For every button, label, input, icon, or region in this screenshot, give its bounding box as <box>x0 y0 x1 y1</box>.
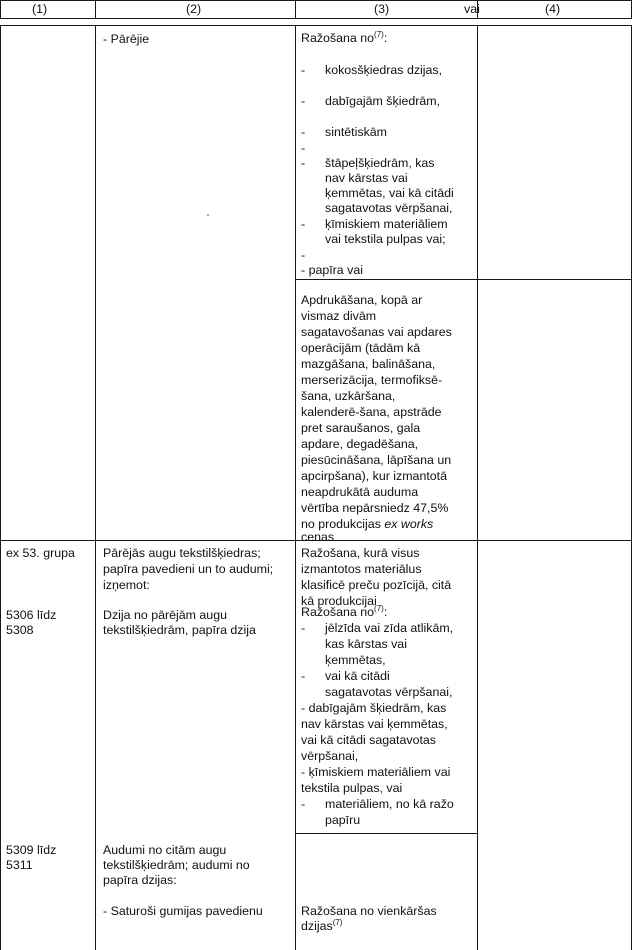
printing-line-8: kalenderē-šana, apstrāde <box>301 405 442 419</box>
rowD-heading-1: 5309 līdz <box>6 843 57 857</box>
printing-line-4: operācijām (tādām kā <box>301 341 421 355</box>
rowC-dash-3: - <box>301 797 306 811</box>
rowA-dash-6: - <box>301 217 306 231</box>
body-col-rule-1 <box>0 25 1 950</box>
rowC-desc-1: Dzija no pārējām augu <box>103 608 227 622</box>
rowA-item-5: nav kārstas vai <box>325 171 408 185</box>
rowC-intro-text: Ražošana no <box>301 605 375 619</box>
rowC-item-12: materiāliem, no kā ražo <box>325 797 454 811</box>
printing-line-12: apcirpšana), kur izmantotā <box>301 469 448 483</box>
printing-line-7: šana, uzkāršana, <box>301 389 396 403</box>
rowC-item-13: papīru <box>325 813 361 827</box>
rowA-item-2: dabīgajām šķiedrām, <box>325 94 441 108</box>
rowA-rule-intro <box>301 31 387 46</box>
subrow-rule-1 <box>295 279 632 280</box>
rowC-rule-intro <box>301 605 387 620</box>
printing-ex-works: ex works <box>384 517 434 531</box>
header-col-3: (3) <box>374 2 390 16</box>
printing-line-14: vērtība nepārsniedz 47,5% <box>301 501 449 515</box>
rowC-item-10: - ķīmiskiem materiāliem vai <box>301 765 451 779</box>
rowA-dash-2: - <box>301 94 306 108</box>
rowD-rule-1: Ražošana no vienkāršas <box>301 904 437 918</box>
rowA-item-3: sintētiskām <box>325 125 387 139</box>
rowC-item-4: vai kā citādi <box>325 669 390 683</box>
body-col-rule-4 <box>477 25 478 950</box>
rowA-dash-5: - <box>301 156 306 170</box>
printing-line-11: piesūcināšana, lāpīšana un <box>301 453 452 467</box>
rowC-item-8: vai kā citādi sagatavotas <box>301 733 436 747</box>
rowA-item-1: kokosšķiedras dzijas, <box>325 63 443 77</box>
rowD-footnote-ref: (7) <box>332 917 343 927</box>
header-col-rule-1 <box>0 0 1 19</box>
body-col-rule-3 <box>295 25 296 950</box>
rowC-item-5: sagatavotas vērpšanai, <box>325 685 453 699</box>
rowD-rule-2-text: dzijas <box>301 919 333 933</box>
printing-line-1: Apdrukāšana, kopā ar <box>301 293 423 307</box>
rowC-item-3: ķemmētas, <box>325 653 386 667</box>
printing-line-9: pret saraušanos, gala <box>301 421 421 435</box>
header-col-rule-5 <box>631 0 632 19</box>
scan-speck <box>207 214 209 216</box>
header-col-rule-2 <box>95 0 96 19</box>
printing-line-6: merserizācija, termofiksē- <box>301 373 443 387</box>
rowA-item-8: ķīmiskiem materiāliem <box>325 217 448 231</box>
rowA-dash-7: - <box>301 248 306 262</box>
printing-line-3: sagatavošanas vai apdares <box>301 325 452 339</box>
subrow-rule-2 <box>295 833 477 834</box>
printing-line-2: vismaz divām <box>301 309 377 323</box>
rowA-dash-1: - <box>301 63 306 77</box>
printing-line-5: mazgāšana, balināšana, <box>301 357 436 371</box>
rowB-desc-2: papīra pavedieni un to audumi; <box>103 562 274 576</box>
rowC-item-6: - dabīgajām šķiedrām, kas <box>301 701 447 715</box>
printing-line-10: apdare, degadēšana, <box>301 437 419 451</box>
rowD-desc-2: tekstilšķiedrām; audumi no <box>103 858 250 872</box>
rowC-colon: : <box>383 605 388 619</box>
rowA-item-7: sagatavotas vērpšanai, <box>325 201 453 215</box>
rowB-rule-1: Ražošana, kurā visus <box>301 546 420 560</box>
rowA-item-4: štāpeļšķiedrām, kas <box>325 156 435 170</box>
rowB-rule-2: izmantotos materiālus <box>301 562 422 576</box>
rowC-item-1: jēlzīda vai zīda atlikām, <box>325 621 454 635</box>
header-col-rule-3 <box>295 0 296 19</box>
rowA-dash-4: - <box>301 141 306 155</box>
rowB-heading: ex 53. grupa <box>6 546 75 560</box>
header-vai: vai <box>464 2 480 16</box>
printing-line-13: neapdrukātā auduma <box>301 485 419 499</box>
rowC-footnote-ref: (7) <box>374 603 384 613</box>
rowD-desc-4: - Saturoši gumijas pavedienu <box>103 904 263 918</box>
rowC-item-7: nav kārstas vai ķemmētas, <box>301 717 448 731</box>
rowA-item-9: vai tekstila pulpas vai; <box>325 232 446 246</box>
header-col-4: (4) <box>545 2 561 16</box>
rowC-heading-2: 5308 <box>6 623 34 637</box>
body-col-rule-2 <box>95 25 96 950</box>
rowA-item-6: ķemmētas, vai kā citādi <box>325 186 454 200</box>
rowC-item-9: vērpšanai, <box>301 749 359 763</box>
rowA-description: - Pārējie <box>103 32 150 46</box>
header-col-2: (2) <box>186 2 202 16</box>
rowB-rule-4: kā produkcijai <box>301 594 377 608</box>
rowC-dash-2: - <box>301 669 306 683</box>
rowC-heading-1: 5306 līdz <box>6 608 57 622</box>
rowB-rule-3: klasificē preču pozīcijā, citā <box>301 578 452 592</box>
rowB-desc-1: Pārējās augu tekstilšķiedras; <box>103 546 261 560</box>
rowA-dash-3: - <box>301 125 306 139</box>
header-col-1: (1) <box>32 2 48 16</box>
rowA-footnote-ref: (7) <box>374 29 384 39</box>
rowD-desc-1: Audumi no citām augu <box>103 843 227 857</box>
rowA-item-10: - papīra vai <box>301 263 363 277</box>
rowC-dash-1: - <box>301 621 306 635</box>
printing-line-15-text: no produkcijas <box>301 517 381 531</box>
rowC-item-2: kas kārstas vai <box>325 637 407 651</box>
body-col-rule-5 <box>631 25 632 950</box>
rowC-item-11: tekstila pulpas, vai <box>301 781 403 795</box>
rowD-desc-3: papīra dzijas: <box>103 873 177 887</box>
rowA-colon: : <box>383 31 388 45</box>
rowA-intro-text: Ražošana no <box>301 31 375 45</box>
rowD-rule-2 <box>301 919 342 934</box>
rowD-heading-2: 5311 <box>6 858 33 872</box>
printing-line-16: cenas <box>301 530 335 544</box>
rowC-desc-2: tekstilšķiedrām, papīra dzija <box>103 623 256 637</box>
rowB-desc-3: izņemot: <box>103 578 150 592</box>
